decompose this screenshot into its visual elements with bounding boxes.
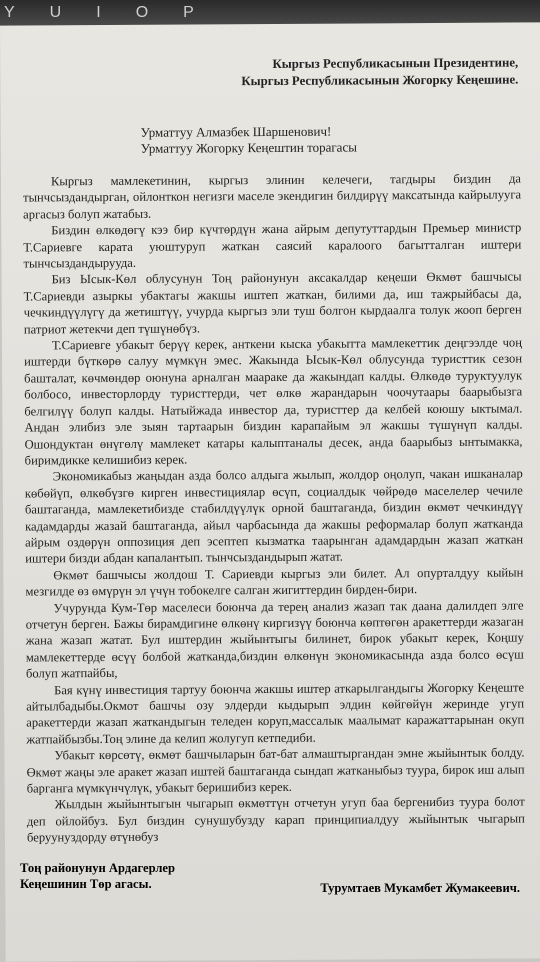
paragraph: Жылдын жыйынтыгын чыгарып өкмөттүн отчетун угуп баа бергенибиз туура болот деп ойлойбуз. Бул биздин сунушубузду карап принципиалдуу жыйынтык чыгарып беруунуздорду өтүнөбуз	[26, 794, 525, 845]
greeting-line: Урматтуу Жогорку Кеңештин торагасы	[140, 139, 357, 156]
greeting-line: Урматтуу Алмазбек Шаршенович!	[140, 123, 332, 140]
paragraph: Т.Сариевге убакыт берүү керек, анткени кыска убакытта мамлекеттик деңгээлде чоң иштерди бүткөрө салуу мүмкүн эмес. Жакында Ысык-Көл облусунда туристтик сезон башталат, көчмөндөр оюнуна арналган маараке да жакындап калды. Өлкөдө туруктуулук болбосо, инвесторлорду туристтерди, чет өлкө жарандарын чоочутаары баарыбызга белгилүү болуп калды. Натыйжада инвестор да, туристтер да келбей коюшу ыктымал. Андан элибиз эле зыян тартаарын биздин карапайым эл жакшы түшүнүп калды. Ошондуктан өнүгөлү мамлекет катары калыптаналы десек, анда баарыбыз ынтымакка, биримдикке келишибиз керек.	[24, 335, 523, 468]
paragraph: Өкмөт башчысы жолдош Т. Сариевди кыргыз эли билет. Ал опурталдуу кыйын мезгилде өз өмүрүн эл үчүн тобокелге салган жигиттердин бирден-бири.	[25, 565, 524, 599]
addressee-block	[22, 54, 518, 91]
paragraph: Биз Ысык-Көл облусунун Тоң районунун аксакалдар кеңеши Өкмөт башчысы Т.Сариевди азыркы убактагы жакшы иштеп жаткан, билими да, иш тажрыйбасы да, чечкиндүүлүгү да жетиштүү, учурда кыргыз эли туш болгон кырдаалга толук жооп берген патриот жетекчи деп түшүнөбүз.	[23, 269, 522, 337]
paragraph: Бая күнү инвестиция тартуу боюнча жакшы иштер аткарылгандыгы Жогорку Кеңеште айтылбадыбы.Окмот башчы озу элдерди кыдырып элдин көйгөйүн жеринде угуп аракеттерди жазап жаткандыгын теледен коруп,массалык маалымат каражаттарынан окуп жатпайбызбы.Тоң элине да келип жолугуп кетпедиби.	[26, 680, 525, 747]
paragraph: Убакыт көрсөтү, өкмөт башчыларын бат-бат алмаштыргандан эмне жыйынтык болду. Өкмөт жаңы эле аракет жазап иштей баштаганда сындап жатканыбыз туура, бирок иш алып барганга мүмкүнчүлүк, убакыт беришибиз керек.	[26, 745, 525, 796]
paragraph: Биздин өлкөдөгү кээ бир күчтөрдүн жана айрым депутуттардын Премьер министр Т.Сариевге карата уюштуруп жаткан саясий каралоого багытталган иштери тынчсыздандырууда.	[23, 220, 522, 271]
keyboard-key: Y	[4, 4, 16, 21]
keyboard-key: P	[183, 4, 195, 21]
signatory-title-line: Кеңешинин Төр агасы.	[20, 877, 152, 891]
keyboard-key: I	[96, 4, 102, 21]
paragraph: Учурунда Кум-Төр маселеси боюнча да терең анализ жазап так даана далилдеп элге отчетун берген. Бажы бирамдигине өлкөнү киргизүү боюнча көптөгөн аракеттерди жазаган жана жазап жатат. Бул иштердин жыйынтыгы билинет, бирок убакыт керек, Коңшу мамлекеттерде өсүү болбой жаткандa,биздин өлкөнүн экономикасында азда болсо өсүш болуп жатпайбы,	[25, 598, 524, 681]
paragraph: Кыргыз мамлекетинин, кыргыз элинин келечеги, тагдыры биздин да тынчсыздандырган, ойлонткон негизги маселе экендигин билдирүү максатында кайрылууга аргасыз болуп жатабыз.	[23, 171, 522, 222]
signatory-title-line: Тоң районунун Ардагерлер	[20, 861, 175, 875]
paragraph: Экономикабыз жаңыдан азда болсо алдыга жылып, жолдор оңолуп, чакан ишканалар көбөйүп, өлкөбүзгө кирген инвестициялар өсүп, социалдык чөйрөдө маселелер чечиле баштаганда, мамлекетибизде стабилдүүлүк орной баштаганда, биздин өкмөт чечкиндүү кадамдарды жазай баштаганда, айыл чарбасында да жакшы реформалар болуп жатканда айрым оздөрүн оппозиция деп эсептеп кызматка таарынган адамдардын жазап жаткан иштери бизди абдан капалантып. тынчсыздандырып жатат.	[24, 466, 524, 566]
letter-body	[23, 170, 525, 846]
signatory-title	[20, 860, 175, 892]
greeting-block	[141, 122, 521, 156]
addressee-line: Кыргыз Республикасынын Президентине,	[272, 55, 519, 71]
signatory-name: Турумтаев Мукамбет Жумакеевич.	[320, 881, 520, 895]
keyboard-key: U	[49, 4, 63, 21]
addressee-line: Кыргыз Республикасынын Жогорку Кеңешине.	[241, 72, 519, 89]
letter-sheet	[0, 22, 540, 961]
keyboard-key: O	[135, 4, 150, 21]
